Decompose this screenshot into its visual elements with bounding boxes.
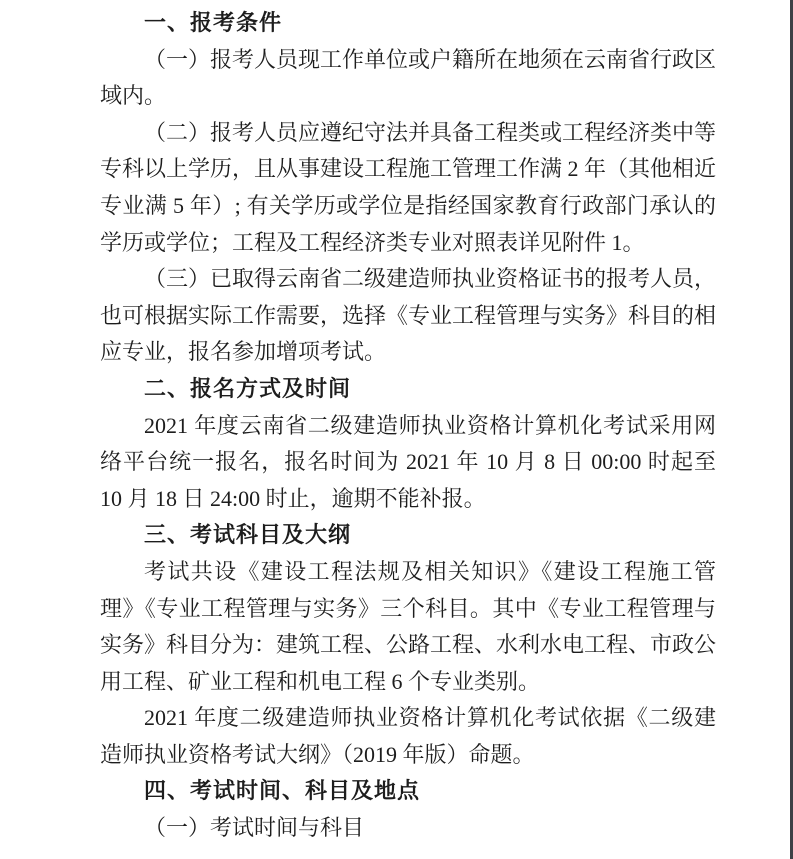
body-paragraph: （一）报考人员现工作单位或户籍所在地须在云南省行政区域内。 [100,46,717,109]
section-heading: 四、考试时间、科目及地点 [144,778,421,804]
body-paragraph: （二）报考人员应遵纪守法并具备工程类或工程经济类中等专科以上学历，且从事建设工程施工管理工作满 2 年（其他相近专业满 5 年）; 有关学历或学位是指经国家教育行政部门承认的学历或学位；工程及工程经济类专业对照表详见附件 1。 [100,119,717,255]
body-paragraph: 考试共设《建设工程法规及相关知识》《建设工程施工管理》《专业工程管理与实务》三个科目。其中《专业工程管理与实务》科目分为：建筑工程、公路工程、水利水电工程、市政公用工程、矿业工程和机电工程 6 个专业类别。 [100,558,717,694]
section-heading: 二、报名方式及时间 [144,375,352,401]
section-subheading: （一）考试时间与科目 [144,815,365,841]
section-heading: 三、考试科目及大纲 [144,522,352,548]
body-paragraph: （三）已取得云南省二级建造师执业资格证书的报考人员，也可根据实际工作需要，选择《专业工程管理与实务》科目的相应专业，报名参加增项考试。 [100,266,717,365]
document-body [100,5,716,847]
body-paragraph: 2021 年度二级建造师执业资格计算机化考试依据《二级建造师执业资格考试大纲》（2019 年版）命题。 [100,705,716,767]
body-paragraph: 2021 年度云南省二级建造师执业资格计算机化考试采用网络平台统一报名，报名时间为 2021 年 10 月 8 日 00:00 时起至 10 月 18 日 24:00 时止，逾期不能补报。 [100,412,716,511]
section-heading: 一、报考条件 [144,10,283,35]
